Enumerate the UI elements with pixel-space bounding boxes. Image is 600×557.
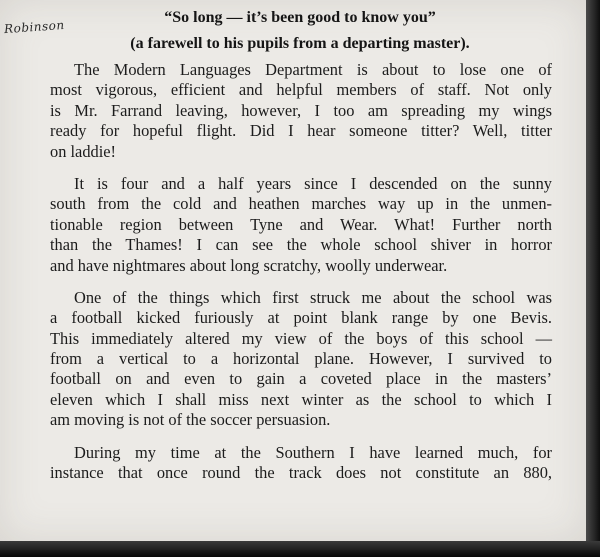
text-line: is Mr. Farrand leaving, however, I too am spreading my wings: [50, 100, 552, 120]
text-line: instance that once round the track does not constitute an 880,: [50, 463, 552, 483]
text-line: It is four and a half years since I descended on the sunny: [74, 173, 552, 193]
text-line: a football kicked furiously at point blank range by one Bevis.: [50, 308, 552, 328]
paragraph-2: [50, 174, 552, 276]
scan-edge-bottom: [0, 541, 600, 557]
text-line: than the Thames! I can see the whole school shiver in horror: [50, 235, 552, 255]
paragraph-4: [50, 443, 552, 484]
text-line: ready for hopeful flight. Did I hear someone titter? Well, titter: [50, 121, 552, 141]
text-line: most vigorous, efficient and helpful members of staff. Not only: [50, 80, 552, 100]
text-line: One of the things which first struck me about the school was: [74, 287, 552, 307]
text-line: from a vertical to a horizontal plane. However, I survived to: [50, 349, 552, 369]
text-line: During my time at the Southern I have learned much, for: [74, 442, 552, 462]
article-body: [50, 60, 552, 495]
text-line: The Modern Languages Department is about to lose one of: [74, 60, 552, 79]
handwritten-signature: Robinson: [3, 17, 66, 37]
text-line: football on and even to gain a coveted place in the masters’: [50, 369, 552, 389]
paragraph-1: [50, 60, 552, 162]
title-line-2: (a farewell to his pupils from a departing master).: [130, 35, 470, 52]
text-line: south from the cold and heathen marches way up in the unmen-: [50, 194, 552, 214]
text-line: on laddie!: [50, 141, 116, 161]
text-line: tionable region between Tyne and Wear. What! Further north: [50, 214, 552, 234]
text-line: eleven which I shall miss next winter as the school to which I: [50, 389, 552, 409]
text-line: and have nightmares about long scratchy, woolly underwear.: [50, 255, 448, 275]
paragraph-3: [50, 288, 552, 431]
title-line-1: “So long — it’s been good to know you”: [164, 9, 436, 26]
scan-edge-right: [586, 0, 600, 557]
text-line: am moving is not of the soccer persuasion.: [50, 410, 331, 430]
text-line: This immediately altered my view of the boys of this school —: [50, 328, 552, 348]
